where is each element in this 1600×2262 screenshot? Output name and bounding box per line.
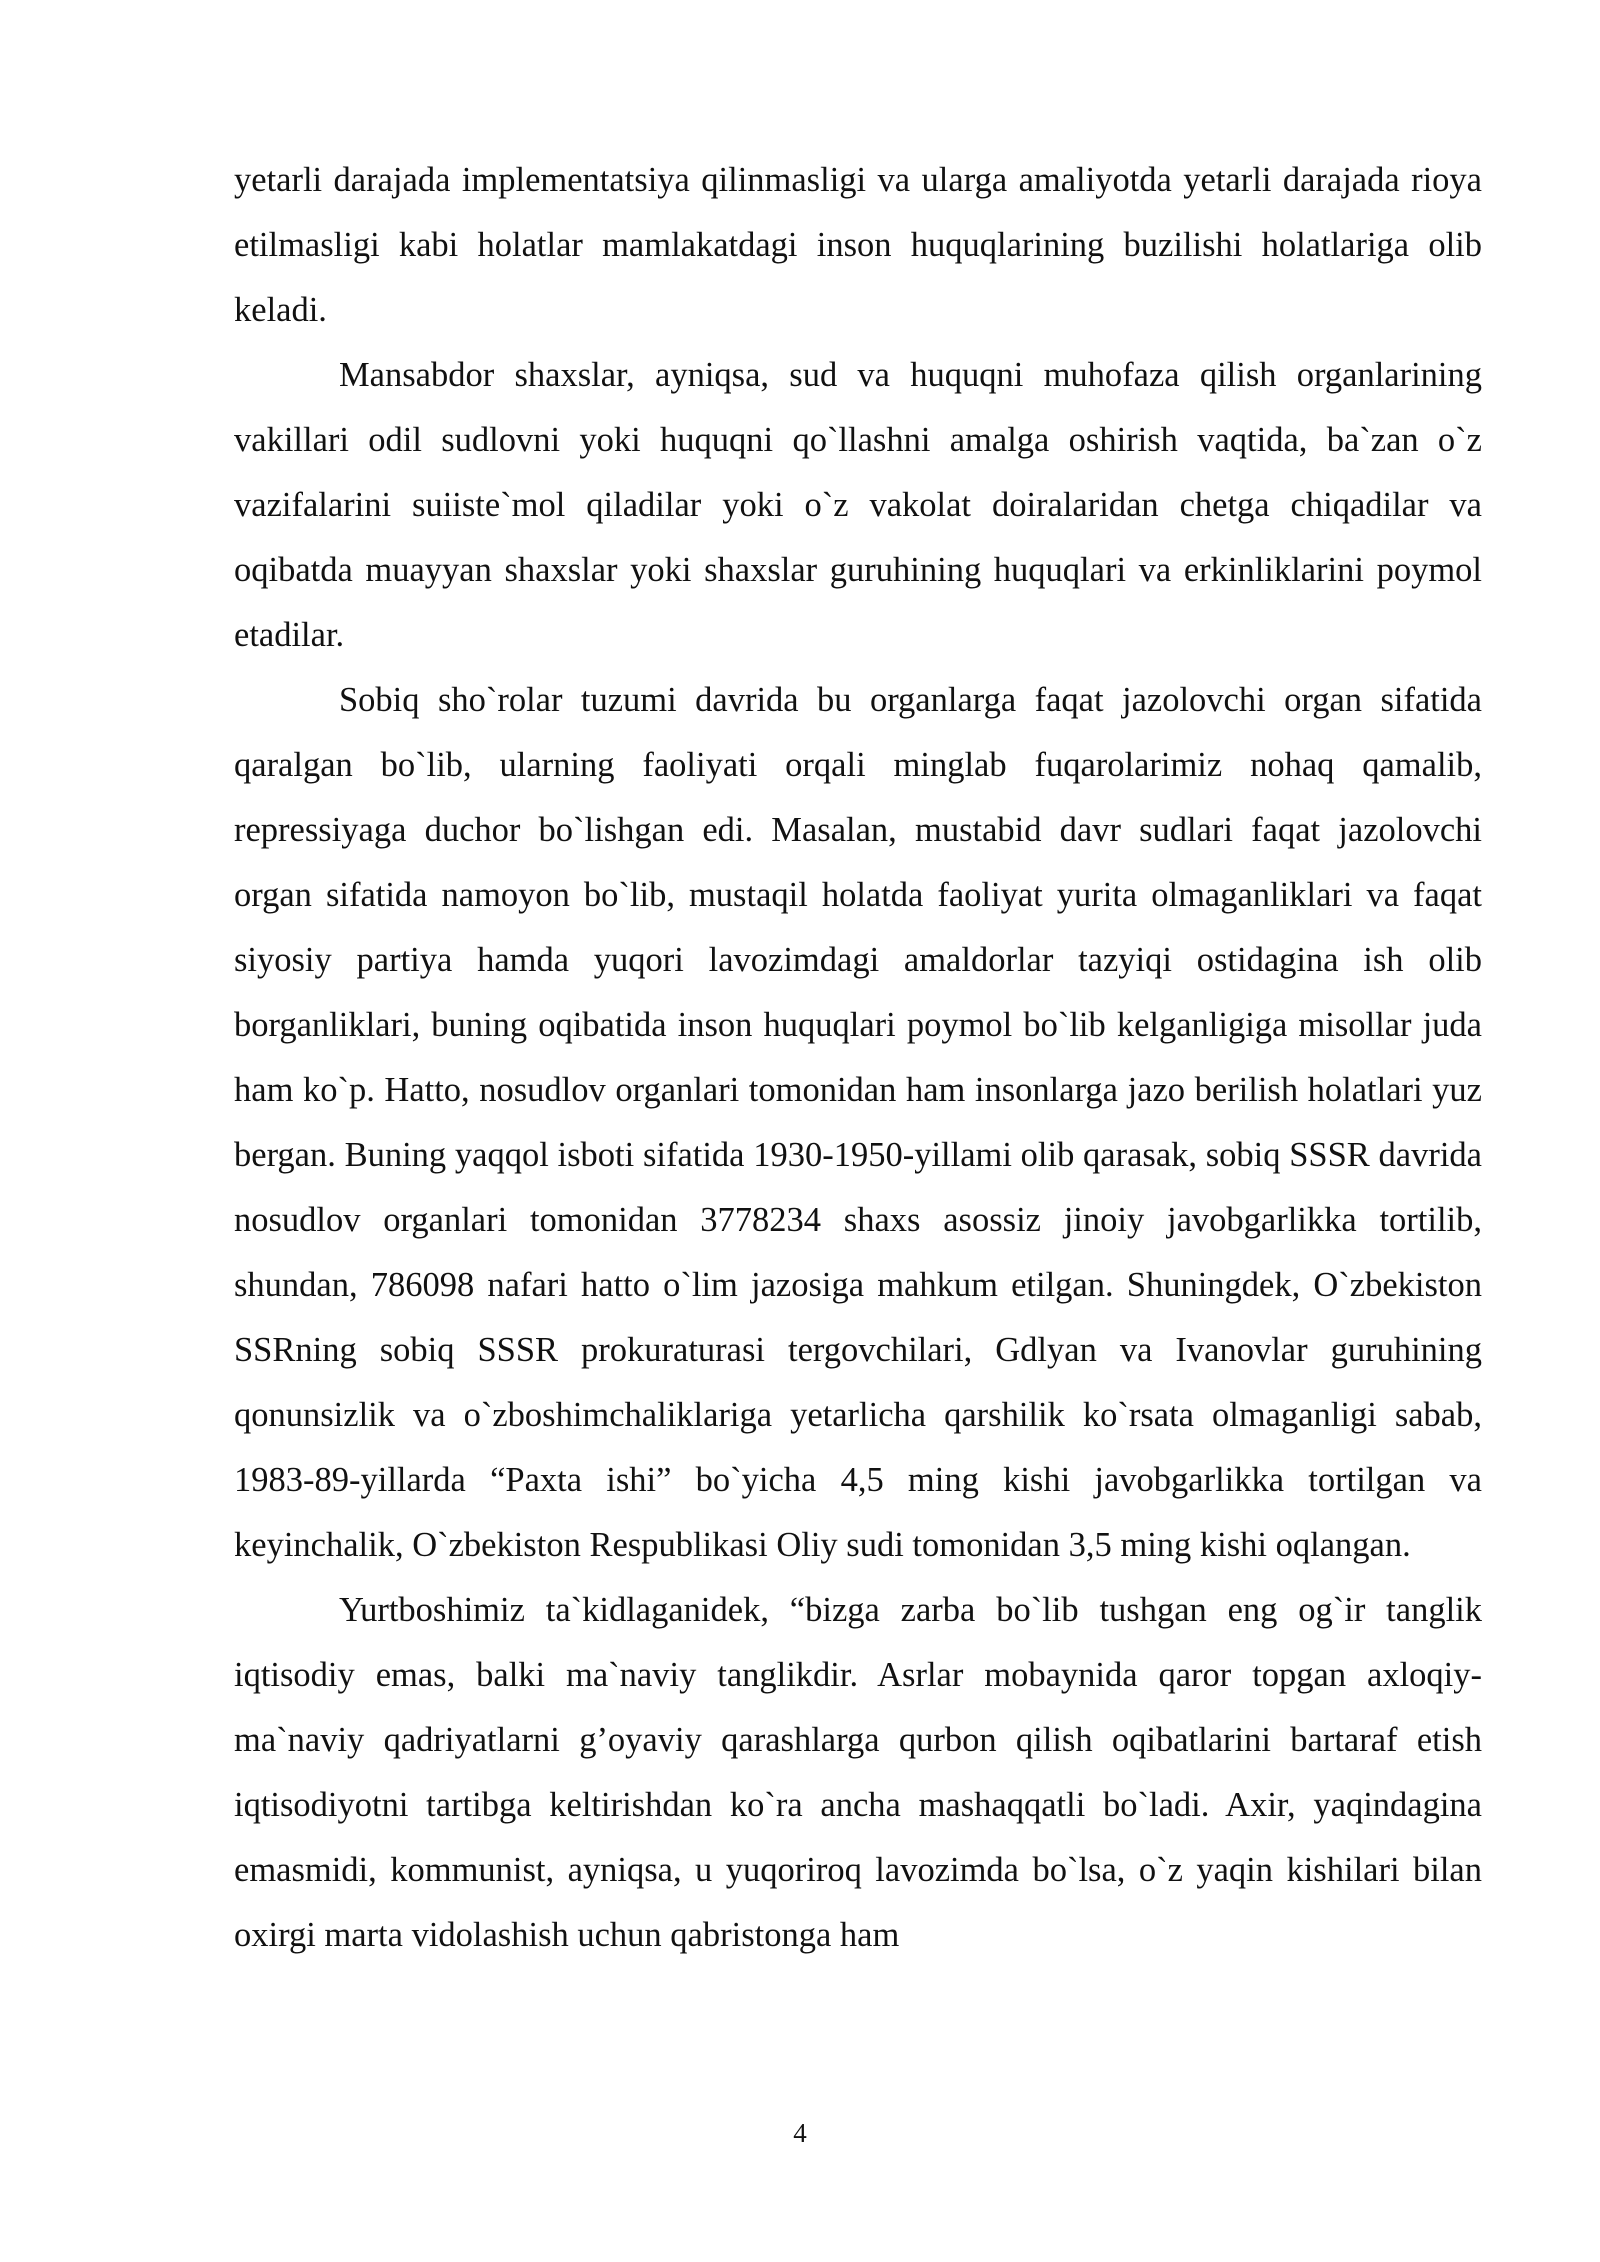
page-number: 4 [793,2118,807,2148]
paragraph-continuation: yetarli darajada implementatsiya qilinmasligi va ularga amaliyotda yetarli darajada rioya etilmasligi kabi holatlar mamlakatdagi inson huquqlarining buzilishi holatlariga olib keladi. [234,161,1482,329]
paragraph-soviet-era: Sobiq sho`rolar tuzumi davrida bu organlarga faqat jazolovchi organ sifatida qaralgan bo`lib, ularning faoliyati orqali minglab fuqarolarimiz nohaq qamalib, repressiyaga duchor bo`lishgan edi. Masalan, mustabid davr sudlari faqat jazolovchi organ sifatida namoyon bo`lib, mustaqil holatda faoliyat yurita olmaganliklari va faqat siyosiy partiya hamda yuqori lavozimdagi amaldorlar tazyiqi ostidagina ish olib borganliklari, buning oqibatida inson huquqlari poymol bo`lib kelganligiga misollar juda ham ko`p. Hatto, nosudlov organlari tomonidan ham insonlarga jazo berilish holatlari yuz bergan. Buning yaqqol isboti sifatida 1930-1950-yillami olib qarasak, sobiq SSSR davrida nosudlov organlari tomonidan 3778234 shaxs asossiz jinoiy javobgarlikka tortilib, shundan, 786098 nafari hatto o`lim jazosiga mahkum etilgan. Shuningdek, O`zbekiston SSRning sobiq SSSR prokuraturasi tergovchilari, Gdlyan va Ivanovlar guruhining qonunsizlik va o`zboshimchaliklariga yetarlicha qarshilik ko`rsata olmaganligi sabab, 1983-89-yillarda “Paxta ishi” bo`yicha 4,5 ming kishi javobgarlikka tortilgan va keyinchalik, O`zbekiston Respublikasi Oliy sudi tomonidan 3,5 ming kishi oqlangan. [234,681,1482,1564]
paragraph-quote: Yurtboshimiz ta`kidlaganidek, “bizga zarba bo`lib tushgan eng og`ir tanglik iqtisodiy emas, balki ma`naviy tanglikdir. Asrlar mobaynida qaror topgan axloqiy-ma`naviy qadriyatlarni g’oyaviy qarashlarga qurbon qilish oqibatlarini bartaraf etish iqtisodiyotni tartibga keltirishdan ko`ra ancha mashaqqatli bo`ladi. Axir, yaqindagina emasmidi, kommunist, ayniqsa, u yuqoriroq lavozimda bo`lsa, o`z yaqin kishilari bilan oxirgi marta vidolashish uchun qabristonga ham [234,1591,1482,1954]
body-text [234,148,1482,1968]
paragraph-officials: Mansabdor shaxslar, ayniqsa, sud va huquqni muhofaza qilish organlarining vakillari odil sudlovni yoki huquqni qo`llashni amalga oshirish vaqtida, ba`zan o`z vazifalarini suiiste`mol qiladilar yoki o`z vakolat doiralaridan chetga chiqadilar va oqibatda muayyan shaxslar yoki shaxslar guruhining huquqlari va erkinliklarini poymol etadilar. [234,356,1482,654]
